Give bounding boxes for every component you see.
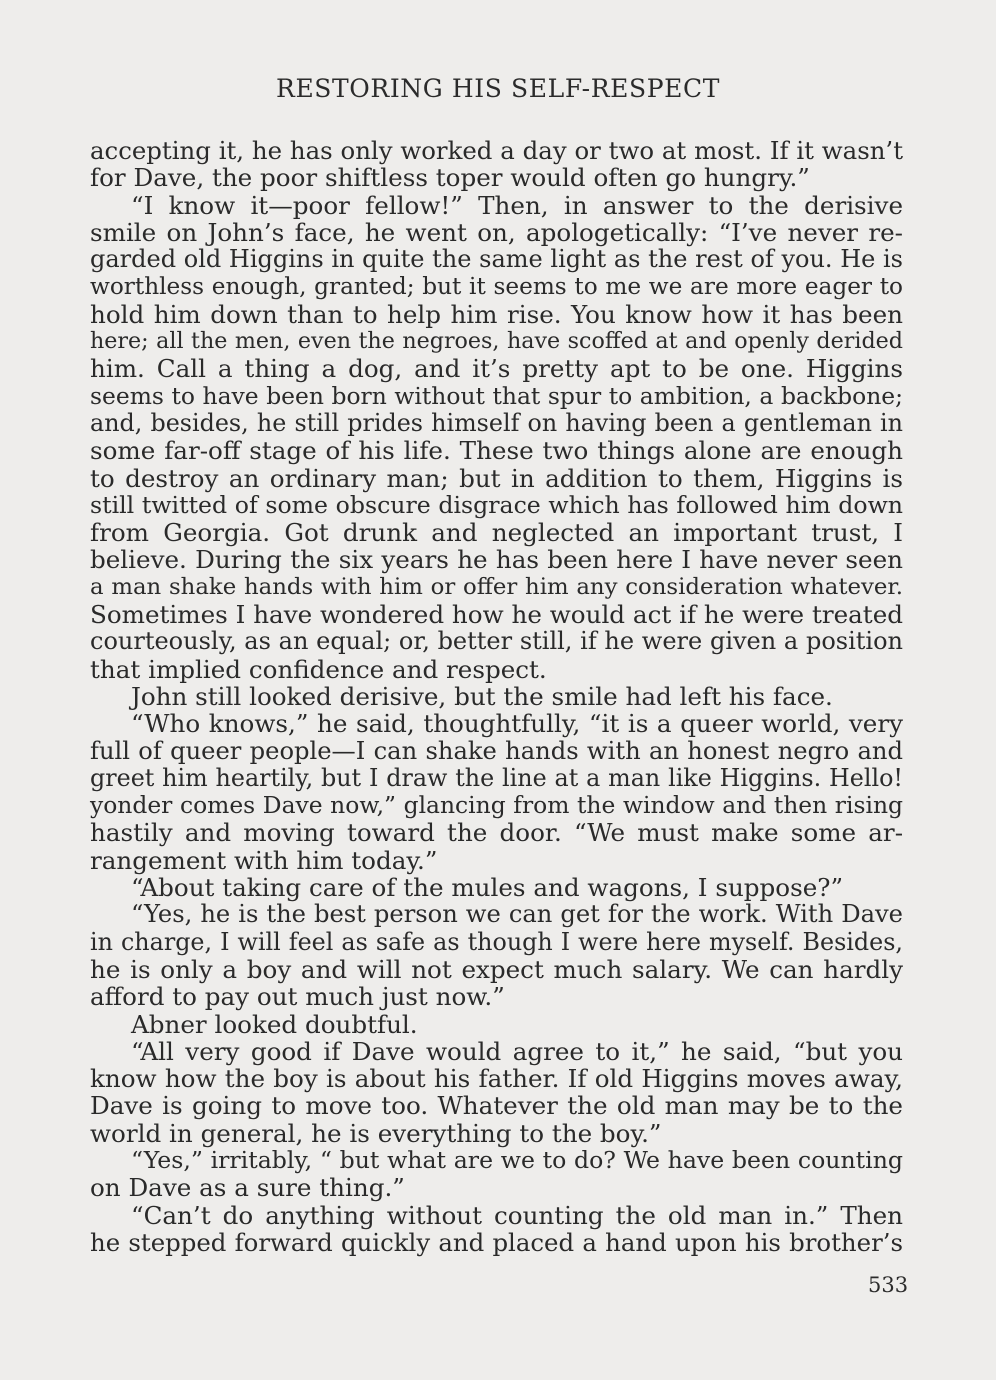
text-line: courteously, as an equal; or, better still, if he were given a position	[90, 627, 903, 656]
text-line: for Dave, the poor shiftless toper would often go hungry.”	[90, 163, 810, 193]
body-text	[90, 137, 903, 1256]
text-line: “All very good if Dave would agree to it,” he said, “but you	[131, 1036, 903, 1066]
text-line: afford to pay out much just now.”	[90, 982, 505, 1012]
text-line: believe. During the six years he has been here I have never seen	[90, 545, 903, 575]
text-line: smile on John’s face, he went on, apologetically: “I’ve never re-	[90, 217, 903, 247]
text-line: him. Call a thing a dog, and it’s pretty apt to be one. Higgins	[90, 354, 903, 384]
text-line: “About taking care of the mules and wagons, I suppose?”	[131, 873, 844, 903]
text-line: and, besides, he still prides himself on having been a gentleman in	[90, 408, 903, 437]
page-number: 533	[868, 1273, 909, 1297]
text-line: yonder comes Dave now,” glancing from the window and then rising	[90, 791, 903, 820]
text-line: to destroy an ordinary man; but in addition to them, Higgins is	[90, 463, 903, 493]
text-line: worthless enough, granted; but it seems to me we are more eager to	[90, 273, 903, 301]
text-line: still twitted of some obscure disgrace which has followed him down	[90, 490, 903, 519]
text-line: Dave is going to move too. Whatever the old man may be to the	[90, 1091, 903, 1121]
text-line: full of queer people—I can shake hands with an honest negro and	[90, 736, 903, 765]
text-line: on Dave as a sure thing.”	[90, 1173, 405, 1203]
text-line: rangement with him today.”	[90, 845, 438, 875]
text-line: a man shake hands with him or offer him any consideration whatever.	[90, 573, 903, 600]
text-line: “Who knows,” he said, thoughtfully, “it is a queer world, very	[131, 709, 903, 739]
text-line: hold him down than to help him rise. You know how it has been	[90, 299, 903, 329]
text-line: “Yes, he is the best person we can get for the work. With Dave	[131, 900, 903, 929]
text-line: seems to have been born without that spur to ambition, a backbone;	[90, 381, 903, 410]
text-line: he is only a boy and will not expect much salary. We can hardly	[90, 954, 903, 984]
text-line: world in general, he is everything to the boy.”	[90, 1118, 662, 1148]
text-line: accepting it, he has only worked a day or two at most. If it wasn’t	[90, 136, 903, 165]
text-line: that implied confidence and respect.	[90, 654, 547, 684]
text-line: “I know it—poor fellow!” Then, in answer to the derisive	[131, 190, 903, 220]
text-line: Sometimes I have wondered how he would act if he were treated	[90, 600, 903, 630]
text-line: hastily and moving toward the door. “We must make some ar-	[90, 818, 903, 848]
text-line: greet him heartily, but I draw the line at a man like Higgins. Hello!	[90, 763, 903, 792]
running-head: RESTORING HIS SELF-RESPECT	[276, 74, 720, 103]
text-line: Abner looked doubtful.	[131, 1009, 418, 1039]
text-line: some far-off stage of his life. These two things alone are enough	[90, 436, 903, 466]
text-line: here; all the men, even the negroes, have scoffed at and openly derided	[90, 328, 903, 355]
text-line: “Yes,” irritably, “ but what are we to do? We have been counting	[131, 1145, 903, 1174]
text-line: in charge, I will feel as safe as though I were here myself. Besides,	[90, 927, 903, 956]
text-line: know how the boy is about his father. If old Higgins moves away,	[90, 1064, 903, 1094]
text-line: “Can’t do anything without counting the old man in.” Then	[131, 1200, 903, 1230]
text-line: garded old Higgins in quite the same light as the rest of you. He is	[90, 245, 903, 274]
text-line: from Georgia. Got drunk and neglected an important trust, I	[90, 518, 903, 548]
text-line: he stepped forward quickly and placed a hand upon his brother’s	[90, 1227, 903, 1257]
text-line: John still looked derisive, but the smile had left his face.	[131, 681, 833, 711]
